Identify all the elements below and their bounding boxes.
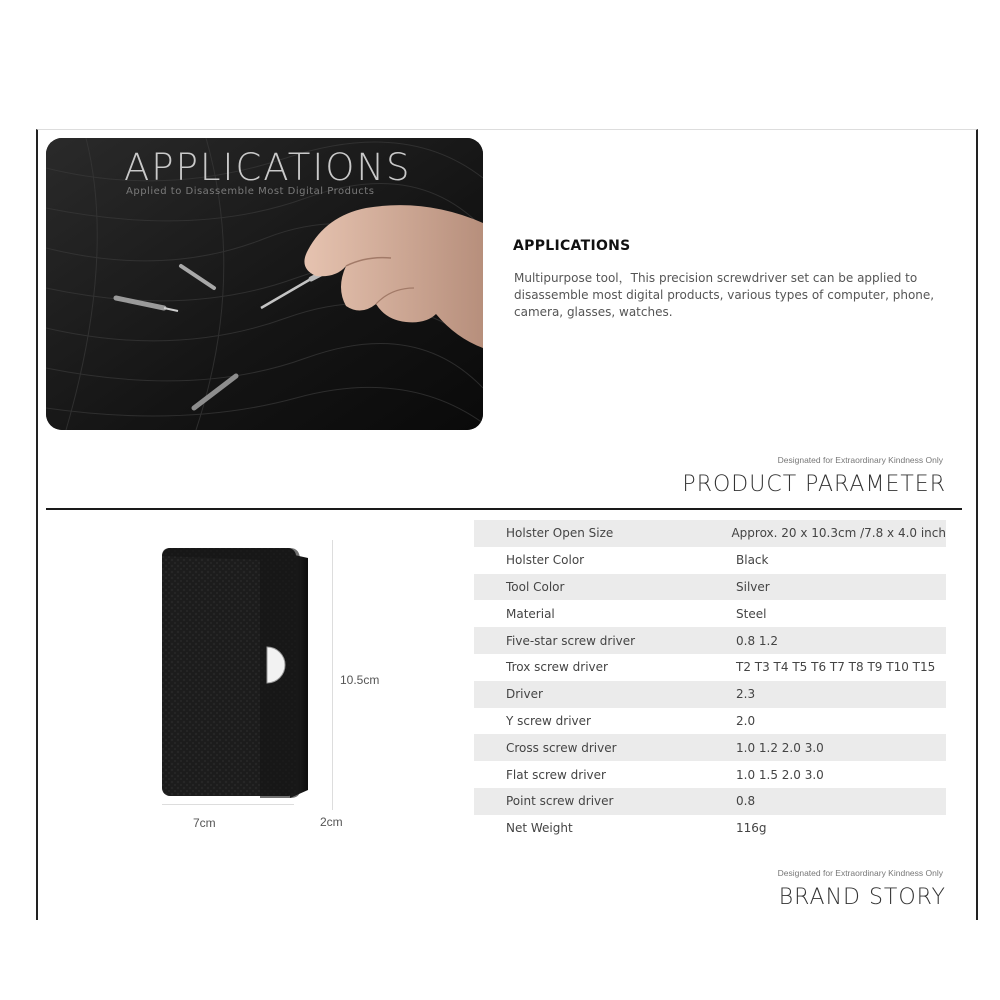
table-row: Net Weight 116g xyxy=(506,821,767,836)
dimension-height: 10.5cm xyxy=(340,673,380,687)
table-row: Flat screw driver 1.0 1.5 2.0 3.0 xyxy=(506,767,824,782)
dimension-width: 7cm xyxy=(193,816,216,830)
height-guide-line xyxy=(332,540,333,810)
brand-story-title: BRAND STORY xyxy=(778,885,946,910)
applications-description: Multipurpose tool，This precision screwdriver set can be applied to disassemble most digital products, various types of computer, phone, camera, glasses, watches. xyxy=(514,271,935,319)
holster-wallet-image xyxy=(140,540,340,834)
brand-tagline: Designated for Extraordinary Kindness Only xyxy=(777,868,943,878)
width-guide-line xyxy=(162,804,294,805)
photo-subtitle: Applied to Disassemble Most Digital Products xyxy=(126,186,375,197)
table-row: Five-star screw driver 0.8 1.2 xyxy=(474,627,946,654)
parameter-table xyxy=(474,520,946,842)
applications-photo xyxy=(46,138,483,430)
photo-title: APPLICATIONS xyxy=(124,146,412,189)
parameter-tagline: Designated for Extraordinary Kindness Only xyxy=(777,455,943,465)
table-row: Cross screw driver 1.0 1.2 2.0 3.0 xyxy=(474,734,946,761)
table-row: Tool Color Silver xyxy=(474,574,946,601)
table-row: Material Steel xyxy=(506,606,767,621)
table-row: Y screw driver 2.0 xyxy=(506,713,756,728)
section-divider xyxy=(46,508,962,510)
applications-heading: APPLICATIONS xyxy=(513,238,631,254)
product-parameter-title: PRODUCT PARAMETER xyxy=(682,472,946,497)
dimension-depth: 2cm xyxy=(320,815,343,829)
table-row: Holster Open Size Approx. 20 x 10.3cm /7.8 x 4.0 inch xyxy=(474,520,946,547)
table-row: Point screw driver 0.8 xyxy=(474,788,946,815)
table-row: Driver 2.3 xyxy=(474,681,946,708)
table-row: Trox screw driver T2 T3 T4 T5 T6 T7 T8 T9 T10 T15 xyxy=(506,660,936,675)
table-row: Holster Color Black xyxy=(506,553,769,568)
